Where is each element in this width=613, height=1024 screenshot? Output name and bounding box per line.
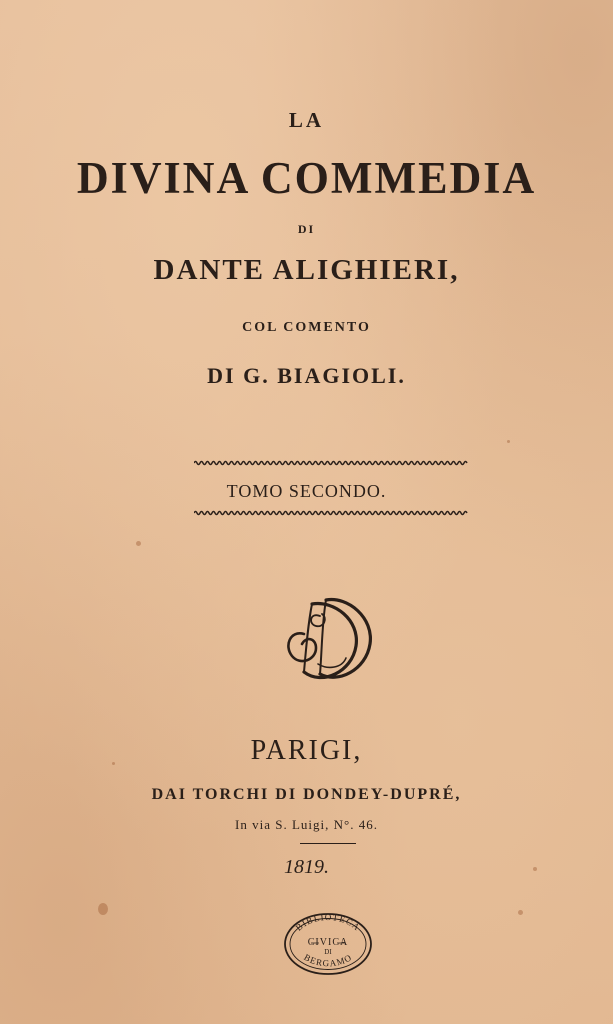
foxing-spot bbox=[518, 910, 523, 915]
dd-monogram-icon bbox=[282, 594, 374, 686]
imprint-printer: DAI TORCHI DI DONDEY-DUPRÉ, bbox=[151, 786, 462, 803]
stamp-line-1: BIBLIOTECA bbox=[293, 912, 363, 933]
ornamental-rule-bottom bbox=[194, 510, 468, 516]
author-name: DANTE ALIGHIERI, bbox=[153, 254, 460, 286]
imprint-city: PARIGI, bbox=[250, 735, 363, 766]
main-title: DIVINA COMMEDIA bbox=[76, 153, 537, 203]
svg-text:BIBLIOTECA bbox=[294, 912, 362, 933]
stamp-line-2: CIVICA bbox=[307, 937, 349, 948]
short-rule bbox=[300, 843, 356, 844]
foxing-spot bbox=[136, 541, 141, 546]
imprint-address: In via S. Luigi, N°. 46. bbox=[235, 817, 378, 832]
stamp-line-3: DI bbox=[324, 948, 332, 956]
volume-label: TOMO SECONDO. bbox=[226, 481, 387, 501]
title-preposition: DI bbox=[297, 222, 316, 236]
publication-year: 1819. bbox=[284, 856, 329, 878]
foxing-spot bbox=[98, 903, 108, 915]
commentary-line: COL COMENTO bbox=[242, 320, 371, 335]
library-stamp-icon bbox=[283, 912, 373, 976]
stamp-line-4: BERGAMO bbox=[302, 952, 354, 969]
foxing-spot bbox=[507, 440, 510, 443]
commentator-name: DI G. BIAGIOLI. bbox=[207, 363, 406, 388]
title-article: LA bbox=[288, 108, 325, 132]
ornamental-rule-top bbox=[194, 460, 468, 466]
